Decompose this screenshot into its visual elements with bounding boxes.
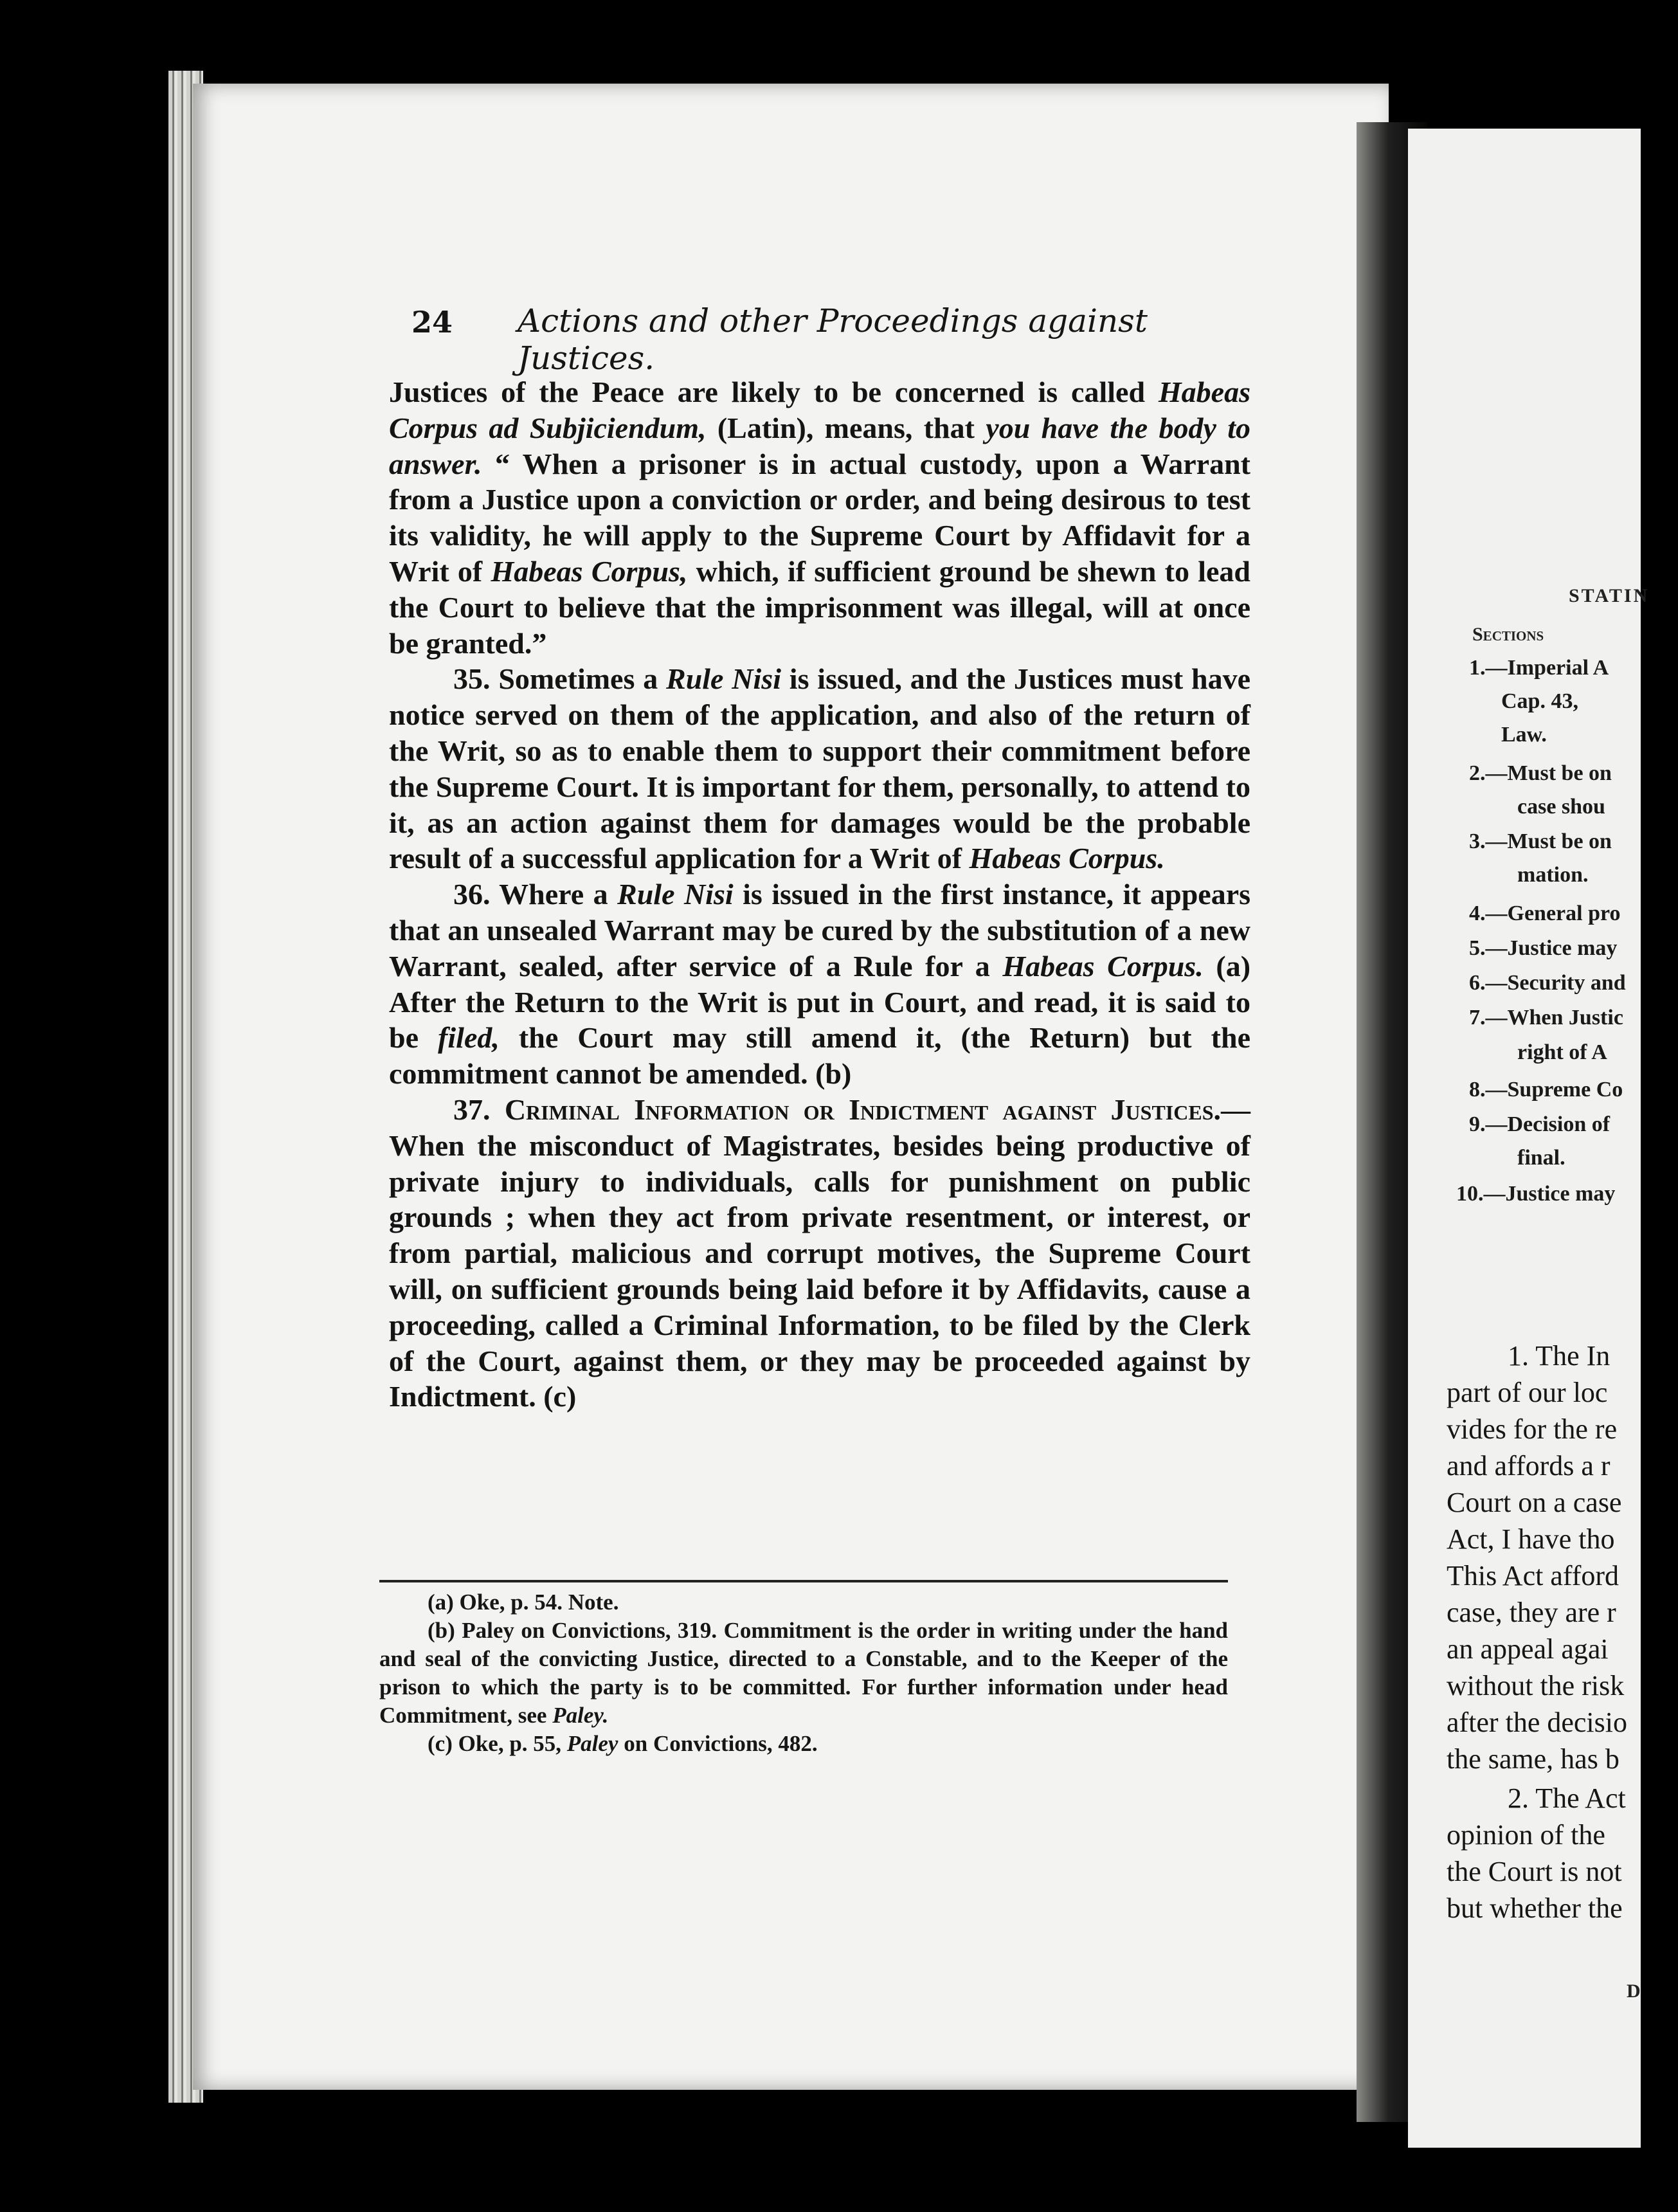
paragraph-continuation xyxy=(389,374,1250,661)
paragraph-36 xyxy=(389,876,1250,1092)
body-line: vides for the re xyxy=(1447,1413,1618,1445)
toc-line: final. xyxy=(1517,1146,1565,1170)
body-line: Act, I have tho xyxy=(1447,1523,1615,1555)
right-page-heading: STATIN xyxy=(1569,585,1650,606)
body-line: 2. The Act xyxy=(1508,1782,1626,1814)
italic-run: Habeas Corpus. xyxy=(1002,949,1204,983)
body-line: an appeal agai xyxy=(1447,1633,1609,1665)
body-line: This Act afford xyxy=(1447,1560,1619,1591)
toc-line: 8.—Supreme Co xyxy=(1469,1078,1623,1101)
section-heading: Criminal Information or Indictment against Justices.— xyxy=(490,1092,1250,1126)
text-run: Where a xyxy=(490,878,618,911)
footnote-c xyxy=(379,1730,1228,1758)
toc-line: 4.—General pro xyxy=(1469,902,1621,925)
toc-line: right of A xyxy=(1517,1040,1607,1064)
paragraph-number: 35. xyxy=(453,662,491,696)
italic-run: Habeas Corpus ad Subjiciendum, xyxy=(389,376,1250,444)
body-line: without the risk xyxy=(1447,1670,1625,1701)
sections-label: Sections xyxy=(1472,624,1544,645)
toc-line: case shou xyxy=(1517,795,1605,819)
italic-run: Paley. xyxy=(552,1703,609,1728)
text-run: which, if sufficient ground be shewn to lead the Court to believe that the imprisonment was illegal, will at once be granted.” xyxy=(389,554,1250,660)
text-run: Sometimes a xyxy=(490,662,667,696)
toc-line: 5.—Justice may xyxy=(1469,936,1618,960)
body-line: part of our loc xyxy=(1447,1377,1608,1408)
paragraph-35 xyxy=(389,661,1250,876)
toc-line: 10.—Justice may xyxy=(1456,1182,1616,1206)
running-head-text: Actions and other Proceedings against Justices. xyxy=(518,302,1148,377)
text-run: (Latin), means, that xyxy=(706,411,986,444)
text-run: the Court may still amend it, (the Return) but the commitment cannot be amended. (b) xyxy=(389,1021,1251,1091)
text-run: (b) Paley on Convictions, 319. Commitment is the order in writing under the hand and seal of the convicting Justice, directed to a Constable, and to the Keeper of the prison to which the party is to be committed. For further information under head Commitment, see xyxy=(379,1618,1228,1728)
toc-line: 3.—Must be on xyxy=(1469,830,1612,853)
italic-run: Habeas Corpus. xyxy=(969,842,1165,875)
toc-line: mation. xyxy=(1517,863,1589,887)
right-page-footer-letter: D xyxy=(1627,1981,1641,2002)
body-line: and affords a r xyxy=(1447,1450,1610,1482)
body-line: but whether the xyxy=(1447,1892,1623,1924)
body-line: the Court is not xyxy=(1447,1856,1622,1887)
body-line: the same, has b xyxy=(1447,1743,1619,1775)
paragraph-number: 36. xyxy=(453,878,491,911)
running-head xyxy=(518,302,1289,377)
text-run: When the misconduct of Magistrates, besides being productive of private injury to individuals, calls for punishment on public grounds ; when they act from private resentment, or interest, or from partial, malicious and corrupt motives, the Supreme Court will, on sufficient grounds being laid before it by Affidavits, cause a proceeding, called a Criminal Information, to be filed by the Clerk of the Court, against them, or they may be proceeded against by Indictment. (c) xyxy=(389,1129,1250,1413)
toc-line: 9.—Decision of xyxy=(1469,1112,1610,1136)
toc-line: 2.—Must be on xyxy=(1469,761,1612,785)
paragraph-number: 37. xyxy=(453,1092,491,1126)
paragraph-37 xyxy=(389,1092,1250,1415)
italic-run: Rule Nisi xyxy=(666,662,781,696)
body-line: opinion of the xyxy=(1447,1819,1605,1851)
footnote-rule xyxy=(379,1580,1228,1582)
italic-run: Habeas Corpus, xyxy=(491,554,688,588)
toc-line: 6.—Security and xyxy=(1469,971,1626,995)
body-line: 1. The In xyxy=(1508,1340,1610,1372)
text-run: is issued in the first instance, it appears that an unsealed Warrant may be cured by the substitution of a new Warrant, sealed, after service of a Rule for a xyxy=(389,878,1251,983)
toc-line: 1.—Imperial A xyxy=(1469,656,1609,680)
toc-line: Cap. 43, xyxy=(1501,689,1578,713)
page-number: 24 xyxy=(411,305,453,340)
toc-line: 7.—When Justic xyxy=(1469,1006,1623,1029)
footnote-b xyxy=(379,1617,1228,1730)
italic-run: filed, xyxy=(438,1021,500,1055)
italic-run: Paley xyxy=(566,1731,618,1756)
text-run: (c) Oke, p. 55, xyxy=(428,1731,567,1756)
italic-run: Rule Nisi xyxy=(617,878,734,911)
body-line: Court on a case xyxy=(1447,1487,1622,1518)
text-run: (a) After the Return to the Writ is put in Court, and read, it is said to be xyxy=(389,949,1251,1055)
text-run: Justices of the Peace are likely to be concerned is called xyxy=(389,376,1159,408)
text-run: on Convictions, 482. xyxy=(618,1731,818,1756)
body-line: case, they are r xyxy=(1447,1597,1616,1628)
body-line: after the decisio xyxy=(1447,1707,1627,1738)
text-run: “ When a prisoner is in actual custody, upon a Warrant from a Justice upon a conviction or order, and being desirous to test its validity, he will apply to the Supreme Court by Affidavit for a Writ of xyxy=(389,447,1250,588)
toc-line: Law. xyxy=(1501,723,1547,747)
footnotes xyxy=(379,1588,1228,1758)
footnote-a: (a) Oke, p. 54. Note. xyxy=(428,1590,619,1615)
right-page xyxy=(1408,129,1650,2148)
body-text xyxy=(389,374,1250,1415)
italic-run: you have the body to answer. xyxy=(389,411,1250,480)
text-run: is issued, and the Justices must have notice served on them of the application, and also of the return of the Writ, so as to enable them to support their commitment before the Supreme Court. It is important for them, personally, to attend to it, as an action against them for damages would be the probable result of a successful application for a Writ of xyxy=(389,662,1250,875)
